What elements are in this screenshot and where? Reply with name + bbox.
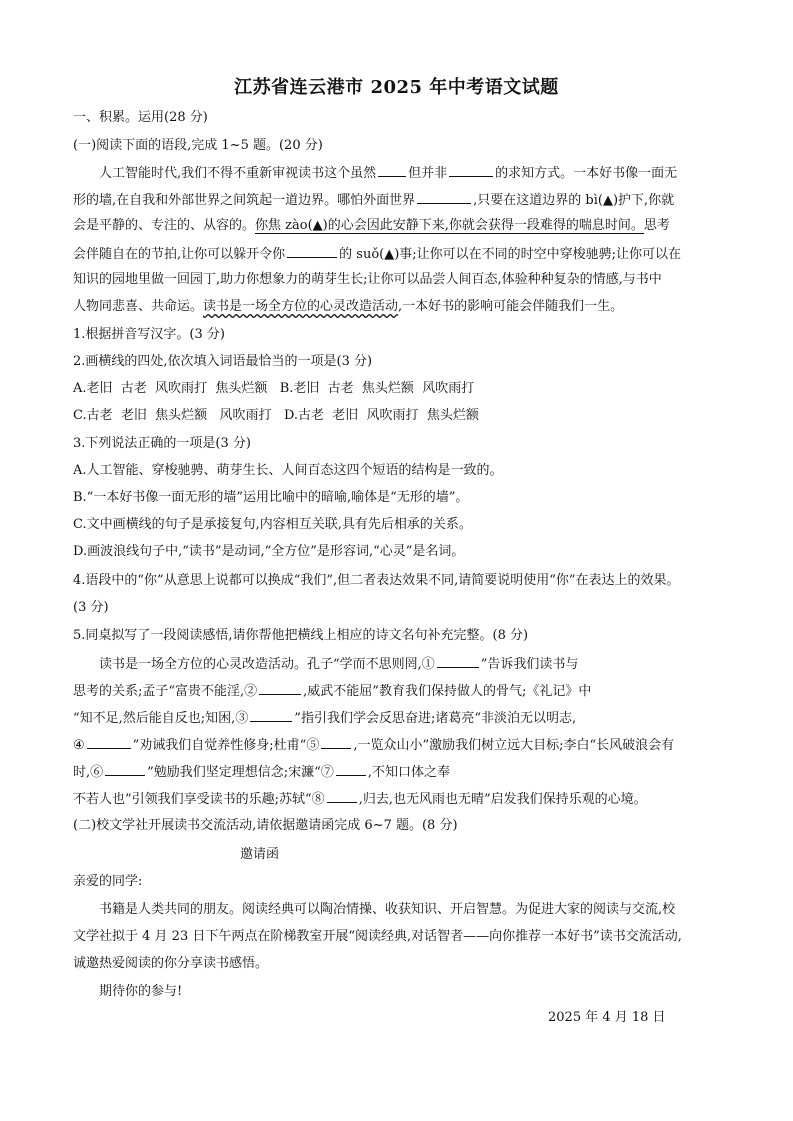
question-2-options-cd[interactable]: C.古老 老旧 焦头烂额 风吹雨打 D.古老 老旧 风吹雨打 焦头烂额 (73, 408, 479, 423)
invitation-date: 2025 年 4 月 18 日 (548, 1010, 666, 1025)
invitation-body: 诚邀热爱阅读的你分享读书感悟。 (73, 956, 269, 971)
section-heading: (一)阅读下面的语段,完成 1~5 题。(20 分) (73, 138, 323, 153)
question-3: 3.下列说法正确的一项是(3 分) (73, 436, 251, 451)
q5-text: 思考的关系;孟子“富贵不能淫,② (73, 684, 258, 699)
answer-blank[interactable] (87, 734, 131, 749)
page-title: 江苏省连云港市 2025 年中考语文试题 (234, 77, 559, 98)
invitation-body: 文学社拟于 4 月 23 日下午两点在阶梯教室开展“阅读经典,对话智者——向你推荐一本好书”读书交流活动, (73, 929, 682, 944)
answer-blank[interactable] (449, 162, 493, 177)
question-5: 5.同桌拟写了一段阅读感悟,请你帮他把横线上相应的诗文名句补充完整。(8 分) (73, 628, 529, 643)
question-3-option-c[interactable]: C.文中画横线的句子是承接复句,内容相互关联,具有先后相承的关系。 (73, 517, 472, 532)
q5-text: ”劝诫我们自觉养性修身;杜甫“⑤ (132, 738, 320, 753)
q5-text: “知不足,然后能自反也;知困,③ (73, 711, 249, 726)
question-3-option-d[interactable]: D.画波浪线句子中,“读书”是动词,“全方位”是形容词,“心灵”是名词。 (73, 544, 465, 559)
invitation-heading: 邀请函 (240, 847, 280, 862)
answer-blank[interactable] (417, 189, 471, 204)
passage-text: 人工智能时代,我们不得不重新审视读书这个虽然 (99, 166, 377, 181)
question-1: 1.根据拼音写汉字。(3 分) (73, 327, 225, 342)
passage-text: ,一本好书的影响可能会伴随我们一生。 (398, 299, 624, 314)
invitation-closing: 期待你的参与! (99, 984, 183, 999)
question-4: 4.语段中的“你”从意思上说都可以换成“我们”,但二者表达效果不同,请简要说明使用“你”在表达上的效果。 (73, 573, 680, 588)
wavy-underlined-sentence: 读书是一场全方位的心灵改造活动 (203, 299, 399, 314)
question-3-option-a[interactable]: A.人工智能、穿梭驰骋、萌芽生长、人间百态这四个短语的结构是一致的。 (73, 463, 503, 478)
answer-blank[interactable] (287, 243, 337, 258)
question-4-score: (3 分) (73, 600, 109, 615)
passage-line (73, 216, 723, 236)
q5-line (73, 788, 723, 810)
passage-text: 人物同悲喜、共命运。 (73, 299, 204, 314)
passage-text: 思考 (643, 218, 670, 233)
q5-text: 读书是一场全方位的心灵改造活动。孔子“学而不思则罔,① (99, 657, 435, 672)
passage-text: 会是平静的、专注的、从容的。 (73, 218, 256, 233)
q5-text: ,一览众山小”激励我们树立远大目标;李白“长风破浪会有 (353, 738, 675, 753)
passage-line (73, 189, 723, 211)
passage-line: 知识的园地里做一回园丁,助力你想象力的萌芽生长;让你可以品尝人间百态,体验种种复杂的情感,与书中 (73, 272, 662, 287)
passage-text: 会伴随自在的节拍,让你可以躲开令你 (73, 247, 286, 262)
answer-blank[interactable] (105, 761, 145, 776)
passage-text: 形的墙,在自我和外部世界之间筑起一道边界。哪怕外面世界 (73, 193, 416, 208)
question-2: 2.画横线的四处,依次填入词语最恰当的一项是(3 分) (73, 354, 373, 369)
section-heading: (二)校文学社开展读书交流活动,请依据邀请函完成 6~7 题。(8 分) (73, 818, 458, 833)
q5-line (99, 653, 724, 675)
q5-text: ④ (73, 738, 85, 753)
q5-line (73, 761, 723, 783)
q5-line (73, 734, 723, 756)
answer-blank[interactable] (378, 162, 406, 177)
part-heading: 一、积累。运用(28 分) (73, 110, 208, 125)
q5-text: ,归去,也无风雨也无晴”启发我们保持乐观的心境。 (358, 792, 647, 807)
q5-text: ,威武不能屈”教育我们保持做人的骨气;《礼记》中 (303, 684, 592, 699)
question-2-options-ab[interactable]: A.老旧 古老 风吹雨打 焦头烂额 B.老旧 古老 焦头烂额 风吹雨打 (73, 381, 475, 396)
q5-text: ”勉励我们坚定理想信念;宋濂“⑦ (147, 765, 334, 780)
answer-blank[interactable] (327, 788, 357, 803)
passage-line (99, 162, 724, 184)
passage-text: 的求知方式。一本好书像一面无 (495, 166, 678, 181)
invitation-body: 书籍是人类共同的朋友。阅读经典可以陶冶情操、收获知识、开启智慧。为促进大家的阅读与交流,校 (99, 902, 676, 917)
q5-text: 时,⑥ (73, 765, 104, 780)
answer-blank[interactable] (336, 761, 366, 776)
passage-line (73, 297, 723, 317)
passage-text: 的 suǒ(▲)事;让你可以在不同的时空中穿梭驰骋;让你可以在 (339, 247, 682, 262)
invitation-greeting: 亲爱的同学: (73, 874, 143, 889)
q5-line (73, 707, 723, 729)
passage-line (73, 243, 723, 265)
question-3-option-b[interactable]: B.“一本好书像一面无形的墙”运用比喻中的暗喻,喻体是“无形的墙”。 (73, 490, 469, 505)
underlined-sentence: 你焦 zào(▲)的心会因此安静下来,你就会获得一段难得的喘息时间。 (255, 218, 644, 233)
answer-blank[interactable] (250, 707, 292, 722)
passage-text: 但并非 (408, 166, 448, 181)
answer-blank[interactable] (437, 653, 479, 668)
answer-blank[interactable] (321, 734, 351, 749)
answer-blank[interactable] (259, 680, 301, 695)
q5-text: ”告诉我们读书与 (480, 657, 579, 672)
q5-text: ,不知口体之奉 (367, 765, 450, 780)
q5-text: ”指引我们学会反思奋进;诸葛亮“非淡泊无以明志, (294, 711, 577, 726)
passage-text: ,只要在这道边界的 bì(▲)护下,你就 (473, 193, 675, 208)
q5-line (73, 680, 723, 702)
q5-text: 不若人也”引领我们享受读书的乐趣;苏轼“⑧ (73, 792, 325, 807)
